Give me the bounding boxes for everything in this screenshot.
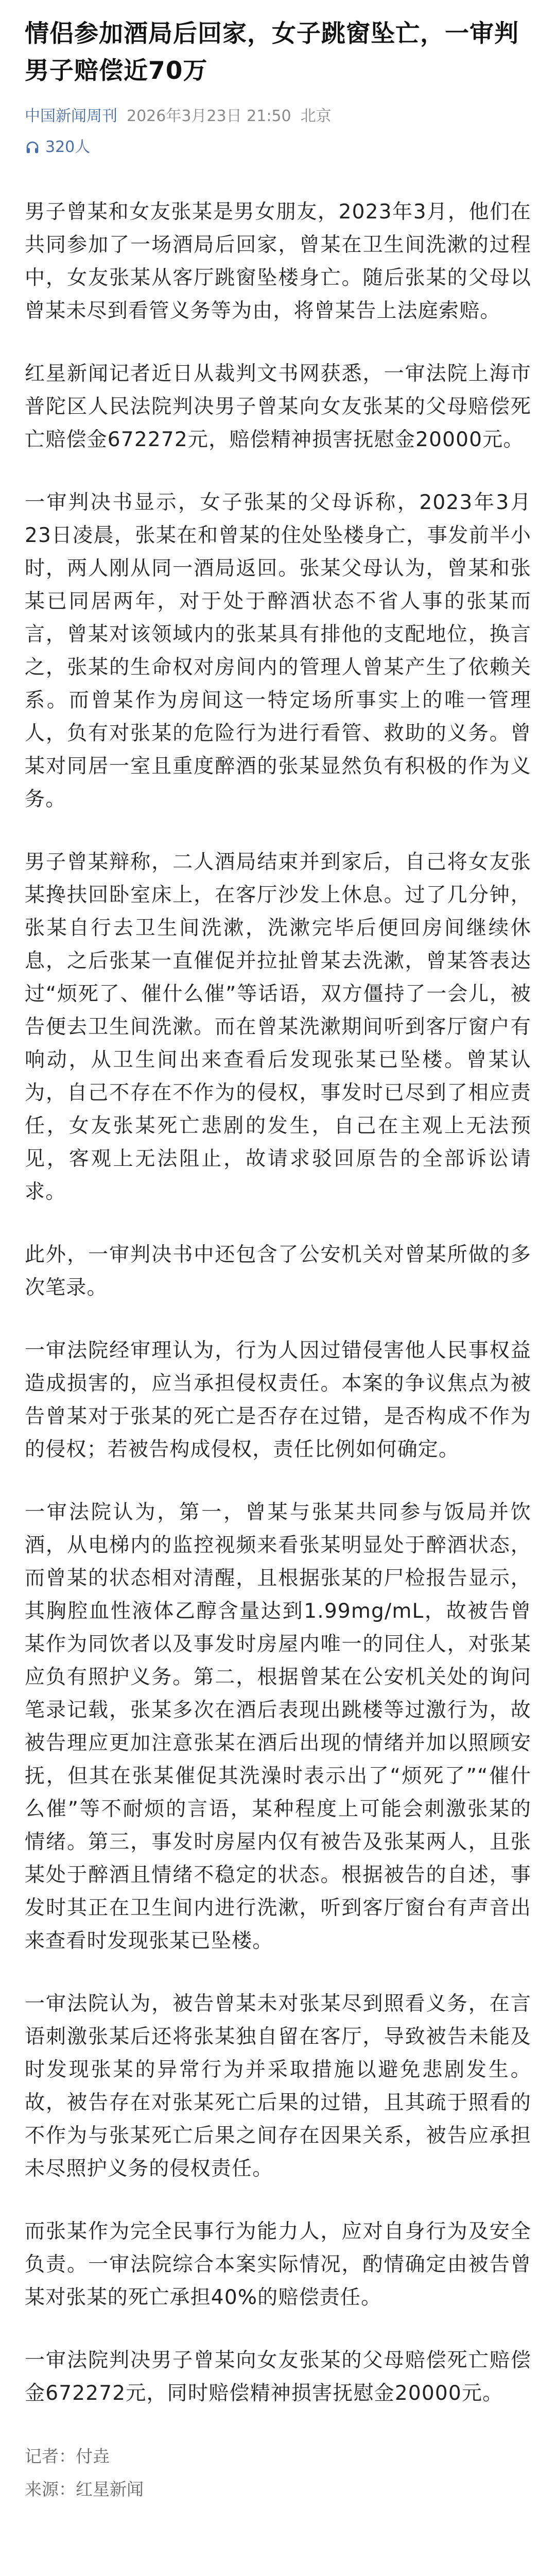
author-block xyxy=(25,2440,531,2506)
paragraph-2: 红星新闻记者近日从裁判文书网获悉，一审法院上海市普陀区人民法院判决男子曾某向女友张某的父母赔偿死亡赔偿金672272元，赔偿精神损害抚慰金20000元。 xyxy=(25,362,531,451)
reporter-name: 付垚 xyxy=(76,2446,110,2466)
article-body xyxy=(25,196,531,2410)
paragraph-9: 而张某作为完全民事行为能力人，应对自身行为及安全负责。一审法院综合本案实际情况，酌情确定由被告曾某对张某的死亡承担40%的赔偿责任。 xyxy=(25,2220,531,2309)
editor-label: 来源： xyxy=(25,2479,76,2499)
paragraph-6: 一审法院经审理认为，行为人因过错侵害他人民事权益造成损害的，应当承担侵权责任。本案的争议焦点为被告曾某对于张某的死亡是否存在过错，是否构成不作为的侵权；若被告构成侵权，责任比例如何确定。 xyxy=(25,1339,531,1461)
headphones-icon xyxy=(25,140,40,155)
paragraph-3: 一审判决书显示，女子张某的父母诉称，2023年3月23日凌晨，张某在和曾某的住处坠楼身亡，事发前半小时，两人刚从同一酒局返回。张某父母认为，曾某和张某已同居两年，对于处于醉酒状态不省人事的张某而言，曾某对该领域内的张某具有排他的支配地位，换言之，张某的生命权对房间内的管理人曾某产生了依赖关系。而曾某作为房间这一特定场所事实上的唯一管理人，负有对张某的危险行为进行看管、救助的义务。曾某对同居一室且重度醉酒的张某显然负有积极的作为义务。 xyxy=(25,491,531,811)
paragraph-8: 一审法院认为，被告曾某未对张某尽到照看义务，在言语刺激张某后还将张某独自留在客厅，导致被告未能及时发现张某的异常行为并采取措施以避免悲剧发生。故，被告存在对张某死亡后果的过错，且其疏于照看的不作为与张某死亡后果之间存在因果关系，被告应承担未尽照护义务的侵权责任。 xyxy=(25,1992,531,2180)
article-meta xyxy=(25,106,531,127)
editor-name: 红星新闻 xyxy=(76,2479,144,2499)
reporter-label: 记者： xyxy=(25,2446,76,2466)
paragraph-1: 男子曾某和女友张某是男女朋友，2023年3月，他们在共同参加了一场酒局后回家，曾某在卫生间洗漱的过程中，女友张某从客厅跳窗坠楼身亡。随后张某的父母以曾某未尽到看管义务等为由，将曾某告上法庭索赔。 xyxy=(25,200,531,323)
paragraph-5: 此外，一审判决书中还包含了公安机关对曾某所做的多次笔录。 xyxy=(25,1243,531,1299)
listen-count: 320人 xyxy=(45,138,91,156)
editor-row xyxy=(25,2473,531,2506)
article-source[interactable]: 中国新闻周刊 xyxy=(25,107,117,125)
article-title: 情侣参加酒局后回家，女子跳窗坠亡，一审判男子赔偿近70万 xyxy=(25,20,519,85)
paragraph-7: 一审法院认为，第一，曾某与张某共同参与饭局并饮酒，从电梯内的监控视频来看张某明显处于醉酒状态，而曾某的状态相对清醒，且根据张某的尸检报告显示，其胸腔血性液体乙醇含量达到1.99mg/mL，故被告曾某作为同饮者以及事发时房屋内唯一的同住人，对张某应负有照护义务。第二，根据曾某在公安机关处的询问笔录记载，张某多次在酒后表现出跳楼等过激行为，故被告理应更加注意张某在酒后出现的情绪并加以照顾安抚，但其在张某催促其洗澡时表示出了“烦死了”“催什么催”等不耐烦的言语，某种程度上可能会刺激张某的情绪。第三，事发时房屋内仅有被告及张某两人，且张某处于醉酒且情绪不稳定的状态。根据被告的自述，事发时其正在卫生间内进行洗漱，听到客厅窗台有声音出来查看时发现张某已坠楼。 xyxy=(25,1501,531,1953)
reporter-row xyxy=(25,2440,531,2473)
paragraph-10: 一审法院判决男子曾某向女友张某的父母赔偿死亡赔偿金672272元，同时赔偿精神损害抚慰金20000元。 xyxy=(25,2349,531,2405)
article-location: 北京 xyxy=(300,107,332,125)
paragraph-4: 男子曾某辩称，二人酒局结束并到家后，自己将女友张某搀扶回卧室床上，在客厅沙发上休息。过了几分钟，张某自行去卫生间洗漱，洗漱完毕后便回房间继续休息，之后张某一直催促并拉扯曾某去洗漱，曾某答表达过“烦死了、催什么催”等话语，双方僵持了一会儿，被告便去卫生间洗漱。而在曾某洗漱期间听到客厅窗户有响动，从卫生间出来查看后发现张某已坠楼。曾某认为，自己不存在不作为的侵权，事发时已尽到了相应责任，女友张某死亡悲剧的发生，自己在主观上无法预见，客观上无法阻止，故请求驳回原告的全部诉讼请求。 xyxy=(25,851,531,1204)
article-datetime: 2026年3月23日 21:50 xyxy=(127,107,291,125)
listen-button[interactable] xyxy=(25,137,531,158)
